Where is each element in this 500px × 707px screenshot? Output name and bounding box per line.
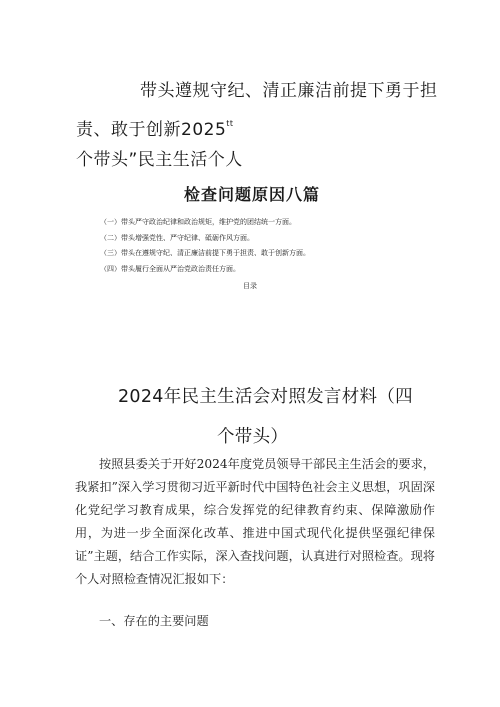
toc-label: 目录: [243, 282, 257, 290]
section-title: 一、存在的主要问题: [99, 614, 209, 628]
cover-title-line-2-text: 责、敢于创新2025: [76, 120, 227, 140]
table-of-contents: [100, 215, 310, 277]
cover-title-superscript: tt: [226, 119, 234, 128]
article-heading-line-2: 个带头）: [217, 427, 289, 447]
cover-subtitle: 检查问题原因八篇: [184, 185, 321, 204]
article-paragraph: 按照县委关于开好2024年度党员领导干部民主生活会的要求，我紧扣”深入学习贯彻习近平新时代中国特色社会主义思想，巩固深化党纪学习教育成果，综合发挥党的纪律教育约束、保障激励作用，为进一步全面深化改革、推进中国式现代化提供坚强纪律保证”主题，结合工作实际，深入查找问题，认真进行对照检查。现将个人对照检查情况汇报如下：: [75, 457, 435, 586]
toc-item: （一）带头严守政治纪律和政治规矩，维护党的团结统一方面。: [100, 218, 296, 226]
article-heading-line-1: 2024年民主生活会对照发言材料（四: [118, 387, 413, 407]
cover-title-line-2: [76, 115, 234, 140]
cover-title-line-3: 个带头”民主生活个人: [76, 150, 243, 170]
toc-item: （二）带头增强党性、严守纪律、砥砺作风方面。: [100, 233, 254, 242]
cover-title-line-1: 带头遵规守纪、清正廉洁前提下勇于担: [140, 81, 438, 101]
toc-item: （四）带头履行全面从严治党政治责任方面。: [100, 264, 240, 273]
toc-item: （三）带头在遵规守纪、清正廉洁前提下勇于担责、敢于创新方面。: [100, 249, 310, 257]
